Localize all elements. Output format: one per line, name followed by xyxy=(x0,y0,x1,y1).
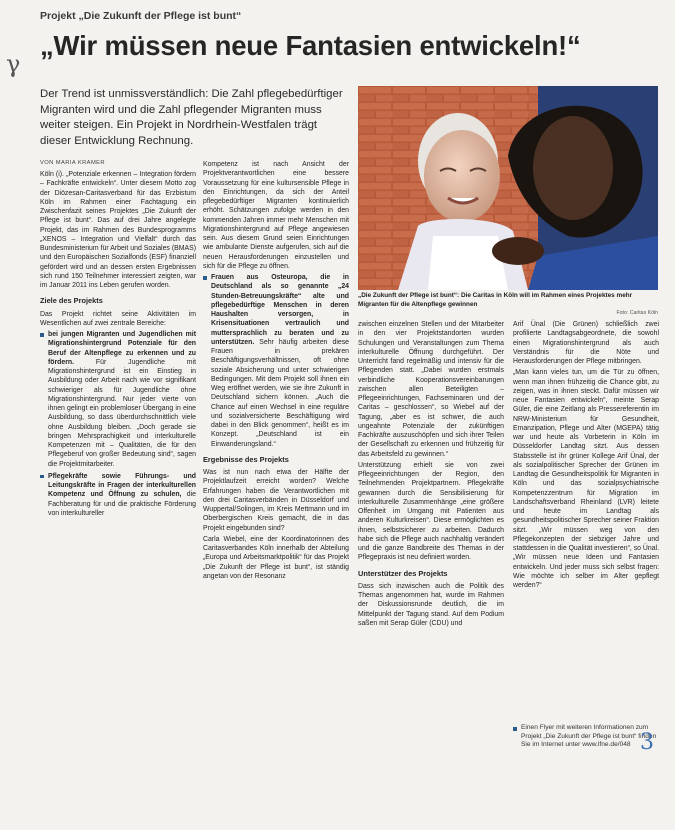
bullet-list xyxy=(40,330,196,518)
list-item xyxy=(40,330,196,469)
paragraph: Kompetenz ist nach Ansicht der Projektverantwortlichen eine bessere Voraussetzung für eine kultursensible Pflege in den Einrichtungen, da sich der Anteil pflegebedürftiger Migranten kontinuierlich erhöht. Schätzungen zufolge werden in den kommenden Jahren immer mehr Menschen mit Migrationshintergrund auf Pflege angewiesen sein. Aus diesem Grund seien Einrichtungen wie ambulante Dienste aufgerufen, sich auf die neuen Herausforderungen einzustellen und sich für die Pflege zu öffnen. xyxy=(203,161,349,270)
byline: VON MARIA KRAMER xyxy=(40,160,106,166)
list-item-text: die Fachberatung für und die praktische Förderung von interkultureller xyxy=(48,491,196,517)
list-item-text: Sehr häufig arbeiten diese Frauen in prekären Beschäftigungsverhältnissen, oft ohne soziale Absicherung und unter schwierigen Bedingungen. Mit dem Projekt soll ihnen ein Weg eröffnet werden, wie sie ihre Zukunft in Deutschland sichern können. „Auch die Chance auf einen Wechsel in eine reguläre und sozialversicherte Beschäftigung wird dabei in den Blick genommen“, heißt es im Konzept. „Deutschland ist ein Einwanderungsland.“ xyxy=(211,338,349,448)
handwritten-number: 3 xyxy=(640,730,654,755)
paragraph: Was ist nun nach etwa der Hälfte der Projektlaufzeit erreicht worden? Welche Erfahrungen haben die Verantwortlichen mit den drei Caritasverbänden in Düsseldorf und Wuppertal/Solingen, im Kreis Mettmann und im Oberbergischen Kreis gemacht, die in das Projekt eingebunden sind? xyxy=(203,469,349,532)
lead-paragraph: Der Trend ist unmissverständlich: Die Zahl pflegebedürftiger Migranten wird und die Zahl pflegender Migranten muss weiter steigen. Ein Projekt in Nordrhein-Westfalen trägt dieser Entwicklung Rechnung. xyxy=(40,88,343,147)
list-item-bold: Pflegekräfte sowie Führungs- und Leitungskräfte in Fragen der interkulturellen Kompetenz und Öffnung zu schulen, xyxy=(48,472,196,499)
photo-caption xyxy=(358,292,658,309)
paragraph: Dass sich inzwischen auch die Politik des Themas angenommen hat, wurde im Rahmen der Diskussionsrunde deutlich, die im Mittelpunkt der Tagung stand. Auf dem Podium saßen mit Serap Güler (CDU) und xyxy=(358,582,504,627)
section-heading: Unterstützer des Projekts xyxy=(358,568,448,578)
list-item-bold: bei jungen Migranten und Jugendlichen mit Migrationshintergrund Potenziale für den Beruf der Altenpflege zu erkennen und zu fördern. xyxy=(48,331,196,366)
paragraph: Arif Ünal (Die Grünen) schließlich zwei profilierte Landtagsabgeordnete, die sowohl einen Migrationshintergrund als auch Verständnis für die Nöte und Herausforderungen der Pflege mitbringen. xyxy=(513,321,659,365)
column-3 xyxy=(358,320,504,630)
paragraph: „Man kann vieles tun, um die Tür zu öffnen, wenn man ihnen frühzeitig die Chance gibt, zu zeigen, was in ihnen steckt. Dafür müssen wir neue Fantasien entwickeln“, meinte Serap Güler, die eine Zeitlang als Pressereferentin im NRW-Ministerium für Gesundheit, Emanzipation, Pflege und Alter (MGEPA) tätig war und heute als Vorbeterin in Köln im Düsseldorfer Landtag sitzt. Aus dessen Stabsstelle ist ihr grüner Kollege Arif Ünal, der als sozialpolitischer Sprecher der Grünen im Landtag die Gesundheitspolitik für Migranten in Köln und das sozialpsychiatrische Kompetenzzentrum für Migration im Landschaftsverband Rheinland (LVR) leitete und heute im Landtag als gesundheitspolitischer Sprecher seiner Fraktion sitzt. „Wir müssen weg von den Pflegekonzepten der siebziger Jahre und stattdessen in die Qualität investieren“, so Ünal. „Wir müssen neue Ideen und Fantasien entwickeln. Und jeder muss sich selbst fragen: Wie möchte ich selber im Alter gepflegt werden?“ xyxy=(513,369,659,589)
photo-caption-text: „Die Zukunft der Pflege ist bunt“: Die Caritas in Köln will im Rahmen eines Projektes mehr Migranten für die Altenpflege gewinnen xyxy=(358,292,633,308)
paragraph: Carla Wiebel, eine der Koordinatorinnen des Caritasverbandes Köln innerhalb der Abteilung „Europa und Arbeitsmarktpolitik“ für das Projekt „Die Zukunft der Pflege ist bunt“, ist ständig angetan von der Resonanz xyxy=(203,535,349,580)
paragraph: Das Projekt richtet seine Aktivitäten im Wesentlichen auf zwei zentrale Bereiche: xyxy=(40,310,196,327)
column-2 xyxy=(203,160,349,583)
handwritten-mark: γ xyxy=(6,50,21,78)
paragraph: Unterstützung erhielt sie von zwei Pflegeeinrichtungen der Region, den Teilnehmenden Projektpartnern. Pflegekräfte gewannen durch die Sensibilisierung für interkulturelle Zusammenhänge „eine größere Offenheit im Umgang mit Patienten aus anderen Kulturkreisen“. Diese ermöglichten es ihnen, selbstsicherer zu arbeiten. Dadurch habe sich die Pflege auch nachhaltig verändert und die ganze Bandbreite des Themas in der Pflegepraxis ist neu definiert worden. xyxy=(358,461,504,562)
paragraph: zwischen einzelnen Stellen und der Mitarbeiter in den vier Projektstandorten wurden Schulungen und Veranstaltungen zum Thema interkulturelle Öffnung durchgeführt. Der Unterricht fand regelmäßig und intensiv für die Pflegenden statt. „Dabei wurden erstmals verbindliche Kooperationsvereinbarungen zwischen allen Beteiligten – Pflegeeinrichtungen, Fachseminaren und der Caritas – geschlossen“, so Wiebel auf der Tagung, „aber es ist schwer, die auch ungeahnte Potenziale der zukünftigen Fachkräfte auszuschöpfen und sich ihrer Teilen der Gesellschaft zu erkennen und frühzeitig für das Arbeitsfeld zu gewinnen.“ xyxy=(358,321,504,458)
info-box: Einen Flyer mit weiteren Informationen zum Projekt „Die Zukunft der Pflege ist bunt“ finden Sie im Internet unter www.lfne.de/048 xyxy=(521,724,657,749)
photo-credit: Foto: Caritas Köln xyxy=(616,310,658,316)
bullet-list xyxy=(203,273,349,449)
section-heading: Ergebnisse des Projekts xyxy=(203,454,289,464)
list-item-text: Für Jugendliche mit Migrationshintergrund ist ein Einstieg in Ausbildung oder Arbeit nach wie vor signifikant schwieriger als für Jugendliche ohne Migrationshintergrund. Nur jeder vierte von ihnen gelingt ein problemloser Übergang in eine Ausbildung, so dass überdurchschnittlich viele ohne Ausbildung bleiben. „Doch gerade sie bringen Mehrsprachigkeit und interkulturelle Kompetenzen mit – Qualitäten, die für den Pflegeberuf von großer Bedeutung sind“, sagen die Projektmitarbeiter. xyxy=(48,358,196,468)
article-photo xyxy=(358,86,658,290)
section-heading: Ziele des Projekts xyxy=(40,296,103,306)
info-bullet-icon xyxy=(513,727,517,731)
column-1 xyxy=(40,170,196,521)
kicker: Projekt „Die Zukunft der Pflege ist bunt“ xyxy=(40,10,242,22)
headline: „Wir müssen neue Fantasien entwickeln!“ xyxy=(40,30,581,61)
list-item xyxy=(40,472,196,518)
photo-illustration xyxy=(358,86,658,290)
list-item xyxy=(203,273,349,449)
list-item-bold: Frauen aus Osteuropa, die in Deutschland als so genannte „24 Stunden-Betreuungskräfte“ alte und pflegebedürftige Menschen in deren Haushalten versorgen, in Krisensituationen vertraulich und muttersprachlich zu beraten und zu unterstützen. xyxy=(211,274,349,346)
paragraph: Köln (i). „Potenziale erkennen – Integration fördern – Fachkräfte entwickeln“. Unter diesem Motto zog der Diözesan-Caritasverband für das Erzbistum Köln im Rahmen einer Fachtagung ein Zwischenfazit seines Projektes „Die Zukunft der Pflege ist bunt“. Das auf drei Jahre angelegte Projekt, das im Rahmen des Bundesprogramms „XENOS – Integration und Vielfalt“ durch das Bundesministerium für Arbeit und Soziales (BMAS) und den Europäischen Sozialfonds (ESF) finanziell gefördert wird und an dessen ersten Ergebnissen sich rund 150 Teilnehmer interessiert zeigten, war im Januar 2011 ins Leben gerufen worden. xyxy=(40,171,196,289)
column-4 xyxy=(513,320,659,592)
